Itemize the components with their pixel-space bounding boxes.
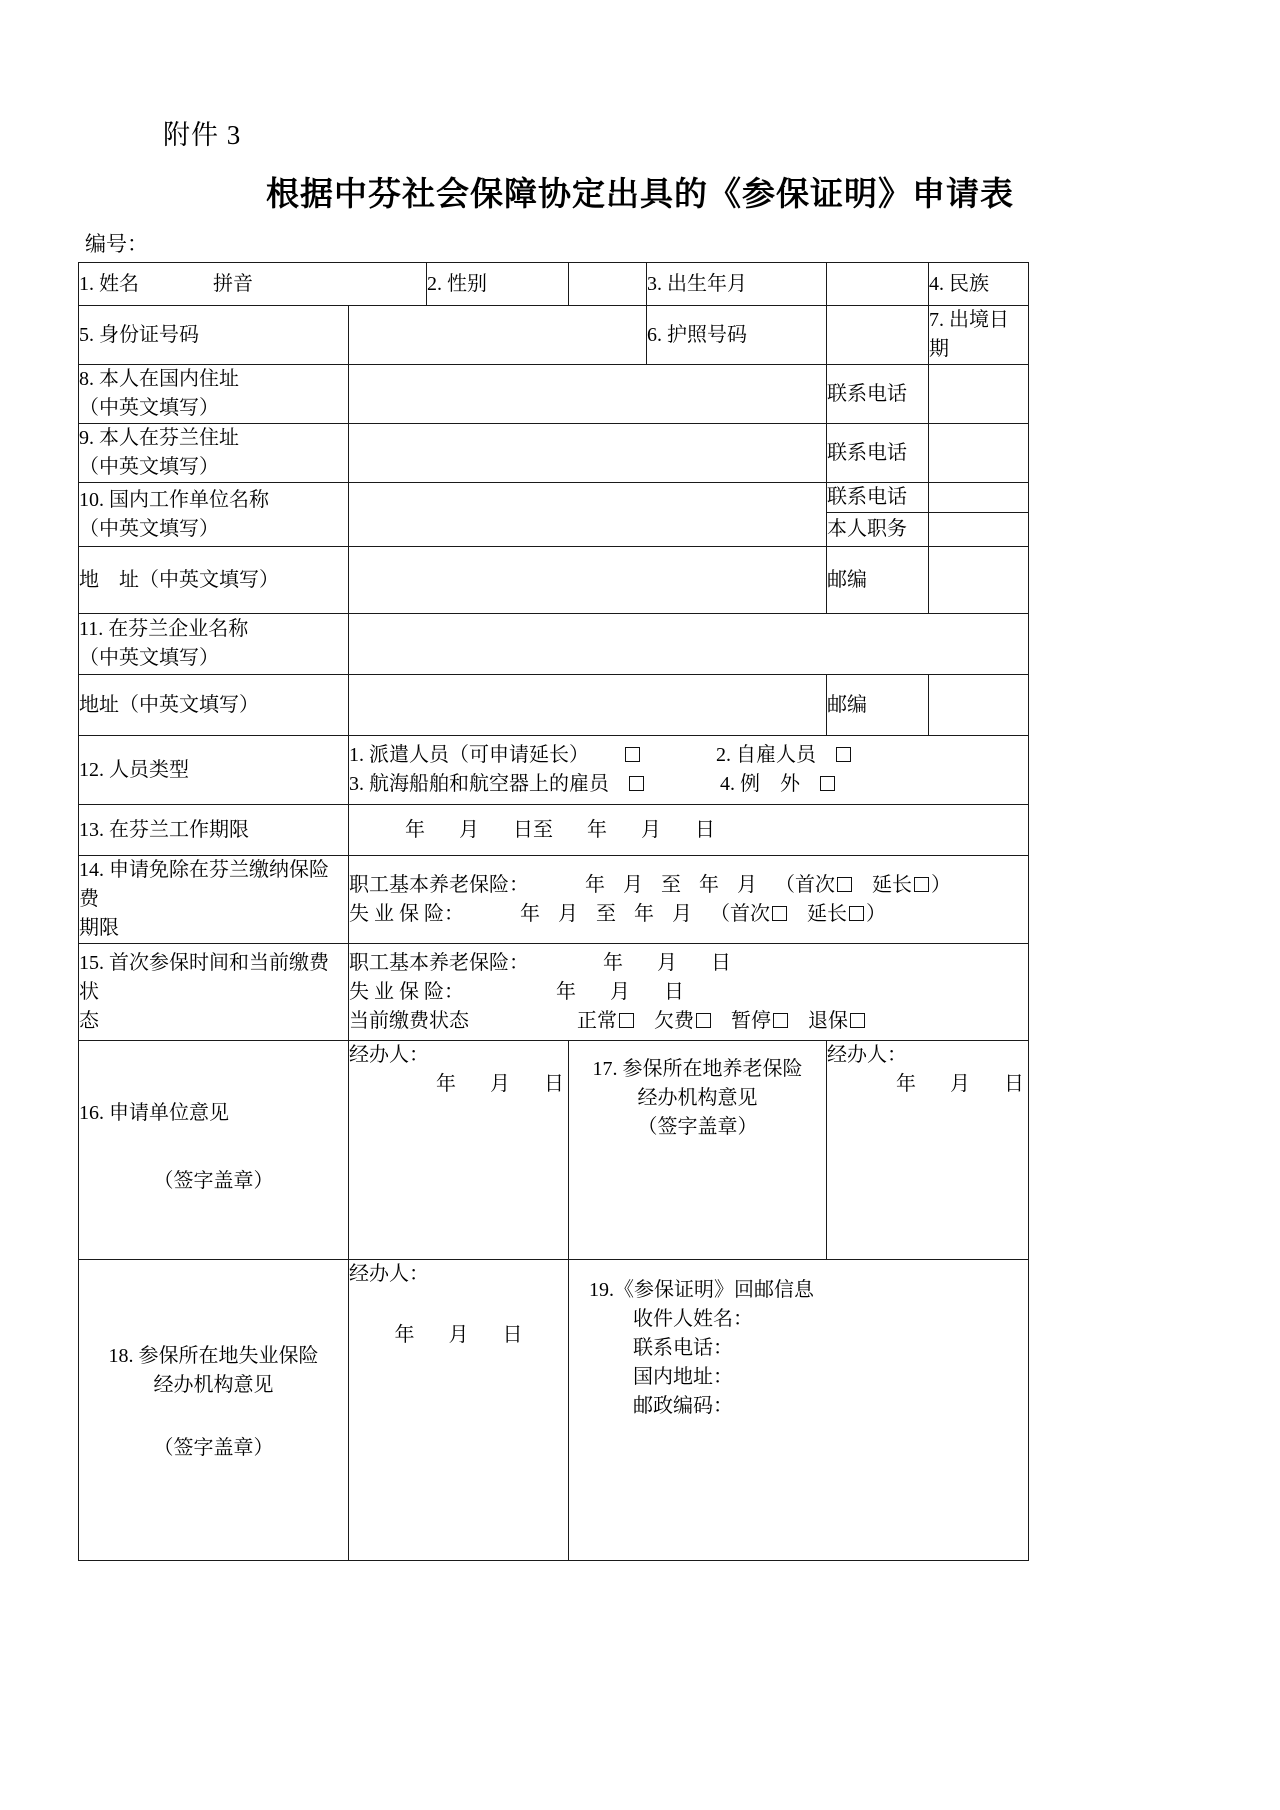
unemployment-date-line: [349, 1321, 568, 1350]
label-person-type-option-3: 3. 航海船舶和航空器上的雇员: [349, 773, 609, 795]
cell-exemption-period: [349, 856, 1029, 944]
checkbox-status-suspended[interactable]: [773, 1013, 788, 1028]
label-recipient-address[interactable]: 国内地址：: [633, 1366, 733, 1388]
work-period-start-month: 月: [459, 818, 479, 841]
enrollment-unemp-year: 年: [556, 980, 576, 1003]
label-employer-name: [79, 483, 349, 547]
label-birth: 3. 出生年月: [647, 263, 827, 306]
checkbox-status-withdrawn[interactable]: [850, 1013, 865, 1028]
label-ethnic: 4. 民族: [929, 263, 1029, 306]
label-finland-address: [79, 424, 349, 483]
label-pension-agency-seal: （签字盖章）: [637, 1116, 758, 1138]
field-finland-phone[interactable]: [929, 424, 1029, 483]
label-unemployment-agency-line2: 经办机构意见: [153, 1374, 274, 1397]
exemption-unemp-start-month: 月: [558, 902, 578, 925]
label-person-type-option-2: 2. 自雇人员: [716, 744, 816, 766]
label-status-normal: 正常: [577, 1009, 617, 1032]
label-position: 本人职务: [827, 513, 929, 547]
exemption-pension-start-year: 年: [585, 873, 605, 896]
field-finland-company[interactable]: [349, 614, 1029, 675]
enrollment-pension-year: 年: [603, 951, 623, 974]
label-unemployment-handler: 经办人：: [349, 1263, 429, 1285]
work-period-to: 至: [533, 818, 553, 841]
label-exemption-period-line1: 14. 申请免除在芬兰缴纳保险费: [79, 859, 329, 910]
form-grid: [78, 262, 1029, 1561]
label-domestic-address-line2: （中英文填写）: [79, 397, 219, 419]
exemption-unemp-to: 至: [596, 902, 616, 925]
work-period-start-year: 年: [405, 818, 425, 841]
label-applicant-seal: （签字盖章）: [153, 1170, 274, 1193]
field-finland-company-address[interactable]: [349, 675, 827, 736]
label-domestic-address-line1: 8. 本人在国内住址: [79, 368, 239, 390]
label-pension-agency-line1: 17. 参保所在地养老保险: [592, 1058, 803, 1080]
row-opinions-applicant-pension: [79, 1041, 1029, 1260]
pension-date-line: [827, 1070, 1028, 1099]
cell-name-pinyin: [79, 263, 427, 306]
label-finland-postcode: 邮编: [827, 675, 929, 736]
attachment-label: 附件 3: [163, 120, 242, 150]
row-employer-name-phone: [79, 483, 1029, 513]
cell-applicant-opinion: [79, 1041, 349, 1260]
label-exemption-pension: 职工基本养老保险：: [349, 873, 529, 896]
serial-number-label: 编号：: [85, 232, 148, 256]
label-gender: 2. 性别: [427, 263, 569, 306]
label-finland-company: [79, 614, 349, 675]
field-id-number[interactable]: [349, 306, 647, 365]
row-finland-company-address: [79, 675, 1029, 736]
field-passport[interactable]: [827, 306, 929, 365]
checkbox-exemption-pension-first[interactable]: [837, 877, 852, 892]
field-domestic-phone[interactable]: [929, 365, 1029, 424]
label-pension-handler: 经办人：: [827, 1044, 907, 1066]
label-exemption-pension-close: ）: [931, 873, 951, 896]
row-finland-address: [79, 424, 1029, 483]
checkbox-exemption-unemp-extend[interactable]: [849, 906, 864, 921]
label-exemption-unemp-extend: 延长: [807, 902, 847, 925]
cell-unemployment-agency-opinion: [79, 1260, 349, 1561]
label-exit-date: 7. 出境日期: [929, 306, 1029, 365]
enrollment-pension-line: [349, 949, 1028, 978]
enrollment-unemp-month: 月: [610, 980, 630, 1003]
person-type-options-line1: [349, 741, 1028, 770]
label-finland-address-line1: 9. 本人在芬兰住址: [79, 427, 239, 449]
unemployment-date-year: 年: [394, 1324, 415, 1346]
label-first-enrollment: [79, 944, 349, 1041]
pension-date-day: 日: [1004, 1073, 1024, 1095]
field-employer-phone[interactable]: [929, 483, 1029, 513]
field-gender[interactable]: [569, 263, 647, 306]
work-period-end-month: 月: [641, 818, 661, 841]
label-finland-address-line2: （中英文填写）: [79, 456, 219, 478]
row-person-type: [79, 736, 1029, 805]
label-passport: 6. 护照号码: [647, 306, 827, 365]
label-person-type: 12. 人员类型: [79, 736, 349, 805]
label-finland-phone: 联系电话: [827, 424, 929, 483]
label-exemption-unemployment: 失 业 保 险：: [349, 902, 464, 925]
field-domestic-address[interactable]: [349, 365, 827, 424]
label-exemption-period: [79, 856, 349, 944]
unemployment-date-month: 月: [448, 1324, 469, 1346]
label-status-arrears: 欠费: [654, 1009, 694, 1032]
cell-mailing-info: [569, 1260, 1029, 1561]
checkbox-person-type-1[interactable]: [625, 747, 640, 762]
exemption-pension-line: [349, 871, 1028, 900]
exemption-unemployment-line: [349, 900, 1028, 929]
page-title: 根据中芬社会保障协定出具的《参保证明》申请表: [266, 177, 1014, 213]
label-employer-address: 地 址（中英文填写）: [79, 547, 349, 614]
label-exemption-period-line2: 期限: [79, 917, 119, 939]
label-finland-company-line1: 11. 在芬兰企业名称: [79, 618, 249, 640]
label-exemption-unemp-first: （首次: [710, 902, 770, 925]
field-position[interactable]: [929, 513, 1029, 547]
label-exemption-unemp-close: ）: [866, 902, 886, 925]
field-birth[interactable]: [827, 263, 929, 306]
label-name: 1. 姓名: [79, 272, 139, 295]
label-recipient-postcode[interactable]: 邮政编码：: [633, 1395, 733, 1417]
checkbox-exemption-unemp-first[interactable]: [772, 906, 787, 921]
label-payment-status: 当前缴费状态: [349, 1009, 469, 1032]
exemption-unemp-end-month: 月: [672, 902, 692, 925]
row-unemployment-agency-and-mail: [79, 1260, 1029, 1561]
label-finland-company-line2: （中英文填写）: [79, 647, 219, 669]
row-employer-address: [79, 547, 1029, 614]
label-applicant-handler: 经办人：: [349, 1044, 429, 1066]
cell-pension-agency-handler[interactable]: [827, 1041, 1029, 1260]
applicant-date-line: [349, 1070, 568, 1099]
applicant-date-year: 年: [436, 1073, 456, 1095]
checkbox-person-type-3[interactable]: [629, 776, 644, 791]
label-mailing-title: 19.《参保证明》回邮信息: [589, 1279, 814, 1301]
checkbox-person-type-4[interactable]: [820, 776, 835, 791]
exemption-pension-to: 至: [661, 873, 681, 896]
label-finland-company-address: 地址（中英文填写）: [79, 675, 349, 736]
exemption-pension-end-month: 月: [737, 873, 757, 896]
checkbox-person-type-2[interactable]: [836, 747, 851, 762]
row-domestic-address: [79, 365, 1029, 424]
work-period-end-year: 年: [587, 818, 607, 841]
label-person-type-option-1: 1. 派遣人员（可申请延长）: [349, 744, 589, 766]
label-exemption-pension-first: （首次: [775, 873, 835, 896]
label-enrollment-pension: 职工基本养老保险：: [349, 951, 529, 974]
cell-person-type-options: [349, 736, 1029, 805]
label-exemption-pension-extend: 延长: [872, 873, 912, 896]
row-finland-company: [79, 614, 1029, 675]
exemption-pension-start-month: 月: [623, 873, 643, 896]
label-unemployment-agency-seal: （签字盖章）: [153, 1437, 274, 1460]
work-period-end-day: 日: [695, 818, 715, 841]
label-person-type-option-4: 4. 例 外: [720, 773, 800, 795]
label-work-period: 13. 在芬兰工作期限: [79, 805, 349, 856]
label-status-withdrawn: 退保: [808, 1009, 848, 1032]
cell-applicant-handler[interactable]: [349, 1041, 569, 1260]
enrollment-unemp-day: 日: [664, 980, 684, 1003]
label-recipient-name[interactable]: 收件人姓名：: [633, 1308, 753, 1330]
exemption-pension-end-year: 年: [699, 873, 719, 896]
checkbox-status-normal[interactable]: [619, 1013, 634, 1028]
field-employer-name[interactable]: [349, 483, 827, 547]
label-employer-postcode: 邮编: [827, 547, 929, 614]
row-exemption-period: [79, 856, 1029, 944]
applicant-date-day: 日: [544, 1073, 564, 1095]
field-finland-address[interactable]: [349, 424, 827, 483]
field-employer-postcode[interactable]: [929, 547, 1029, 614]
label-status-suspended: 暂停: [731, 1009, 771, 1032]
label-employer-name-line2: （中英文填写）: [79, 517, 219, 540]
label-applicant-opinion: 16. 申请单位意见: [79, 1102, 229, 1124]
label-recipient-phone[interactable]: 联系电话：: [633, 1337, 733, 1359]
cell-work-period[interactable]: [349, 805, 1029, 856]
label-pension-agency-line2: 经办机构意见: [637, 1087, 758, 1109]
applicant-date-month: 月: [490, 1073, 510, 1095]
enrollment-pension-month: 月: [657, 951, 677, 974]
cell-unemployment-handler[interactable]: [349, 1260, 569, 1561]
label-unemployment-agency-line1: 18. 参保所在地失业保险: [108, 1345, 319, 1368]
person-type-options-line2: [349, 770, 1028, 799]
field-employer-address[interactable]: [349, 547, 827, 614]
label-enrollment-unemployment: 失 业 保 险：: [349, 980, 464, 1003]
label-id-number: 5. 身份证号码: [79, 306, 349, 365]
row-first-enrollment: [79, 944, 1029, 1041]
label-employer-phone: 联系电话: [827, 483, 929, 513]
label-domestic-phone: 联系电话: [827, 365, 929, 424]
label-first-enrollment-line1: 15. 首次参保时间和当前缴费状: [79, 951, 329, 1003]
unemployment-date-day: 日: [502, 1324, 523, 1346]
row-id-passport-exitdate: [79, 306, 1029, 365]
pension-date-month: 月: [950, 1073, 970, 1095]
enrollment-pension-day: 日: [711, 951, 731, 974]
label-domestic-address: [79, 365, 349, 424]
field-finland-postcode[interactable]: [929, 675, 1029, 736]
exemption-unemp-end-year: 年: [634, 902, 654, 925]
row-name-gender-birth-ethnic: [79, 263, 1029, 306]
exemption-unemp-start-year: 年: [520, 902, 540, 925]
cell-first-enrollment: [349, 944, 1029, 1041]
work-period-start-day: 日: [513, 818, 533, 841]
checkbox-exemption-pension-extend[interactable]: [914, 877, 929, 892]
pension-date-year: 年: [896, 1073, 916, 1095]
cell-pension-agency-opinion: [569, 1041, 827, 1260]
label-first-enrollment-line2: 态: [79, 1009, 99, 1032]
label-pinyin: 拼音: [213, 272, 253, 295]
row-work-period: [79, 805, 1029, 856]
checkbox-status-arrears[interactable]: [696, 1013, 711, 1028]
label-employer-name-line1: 10. 国内工作单位名称: [79, 488, 269, 511]
enrollment-unemployment-line: [349, 978, 1028, 1007]
enrollment-status-line: [349, 1007, 1028, 1036]
